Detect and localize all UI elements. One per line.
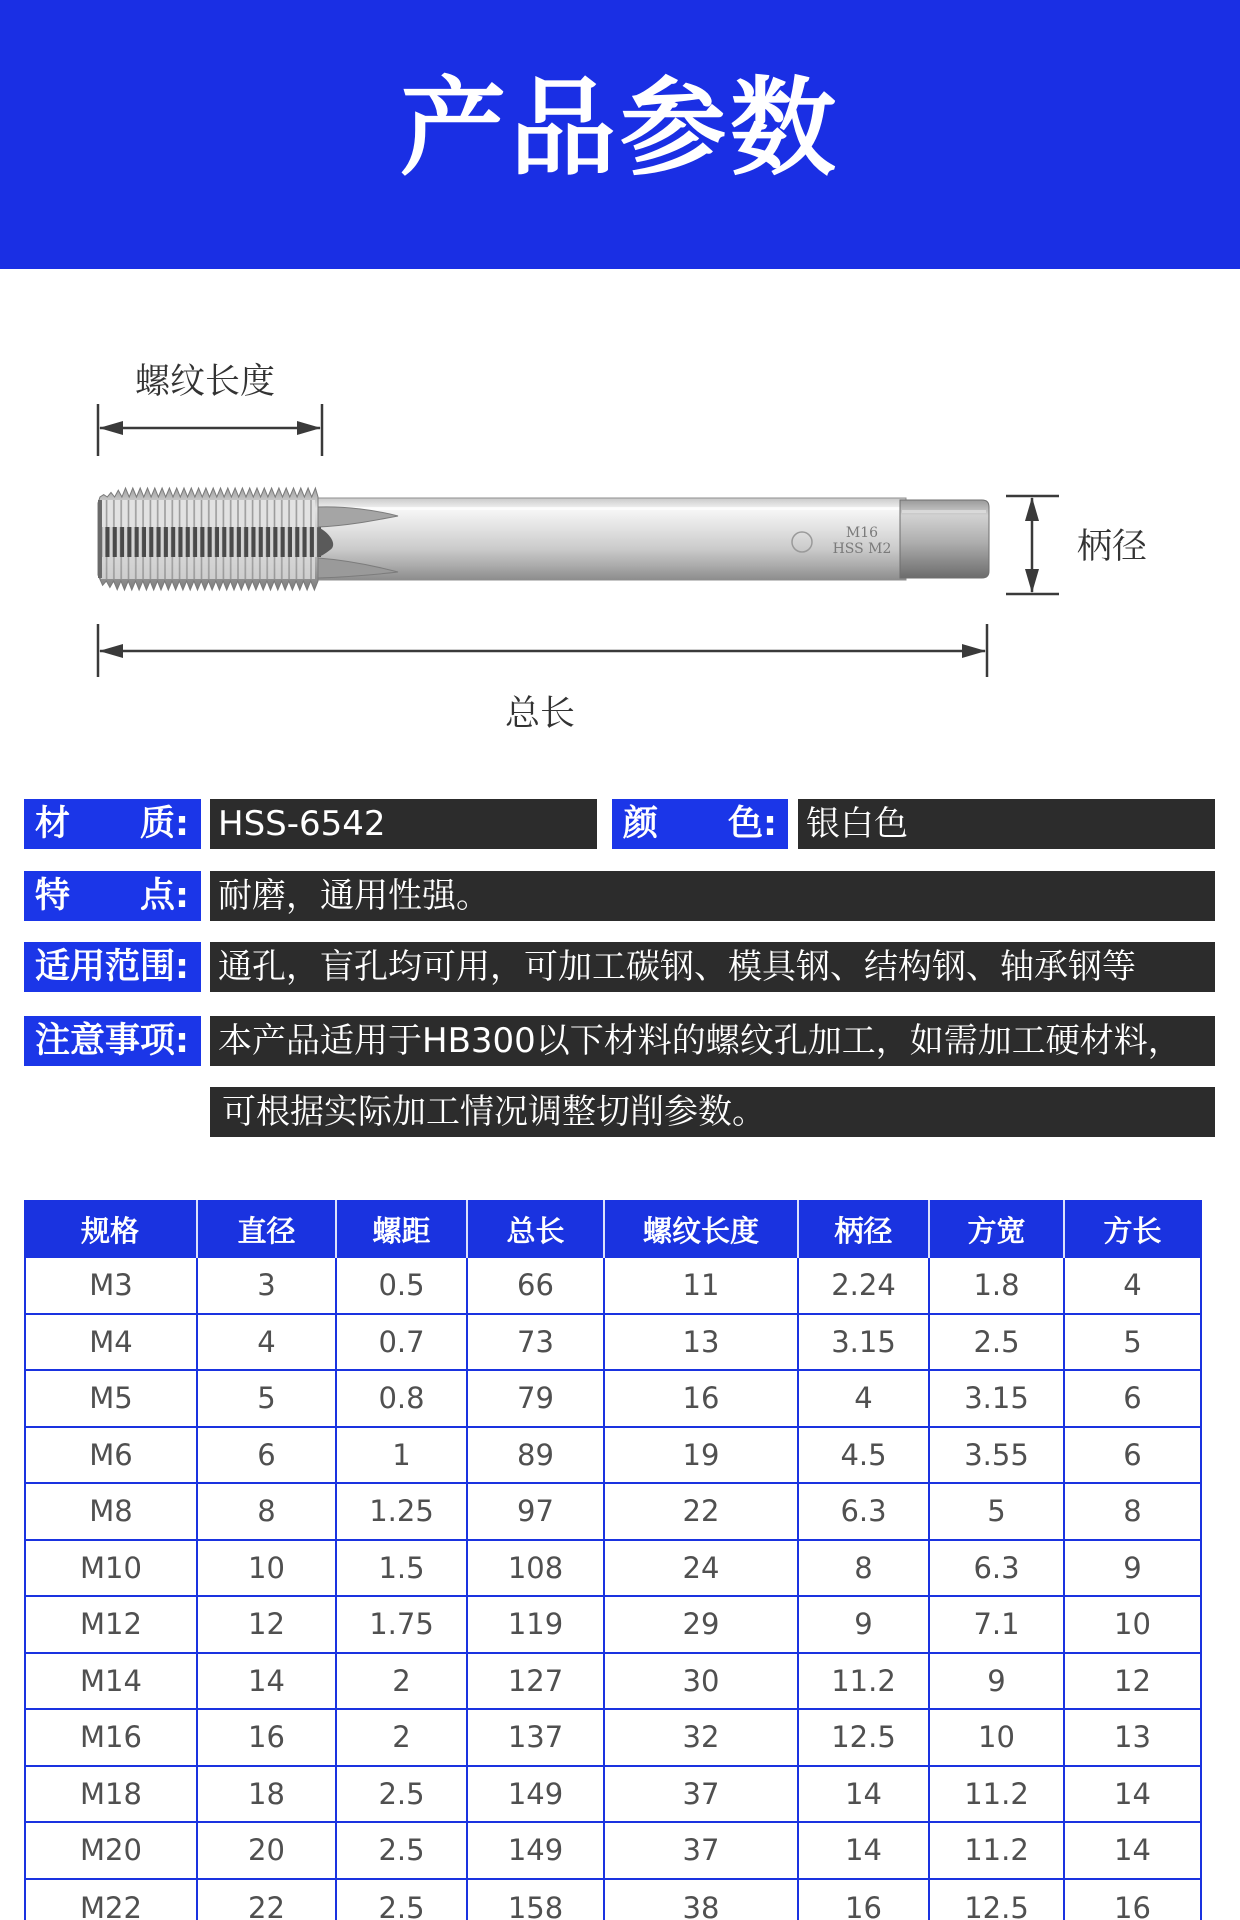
table-row-spec-cell: M18 (24, 1767, 198, 1824)
table-cell: 1.5 (337, 1541, 468, 1598)
tap-square-highlight (902, 510, 986, 513)
notice-value-line2: 可根据实际加工情况调整切削参数。 (210, 1087, 1215, 1137)
table-cell: 1.25 (337, 1484, 468, 1541)
shank-diameter-label: 柄径 (1077, 527, 1148, 567)
table-row-spec-cell: M3 (24, 1258, 198, 1315)
feature-value: 耐磨，通用性强。 (210, 871, 1215, 921)
table-cell: 14 (198, 1654, 337, 1711)
table-header-cell: 规格 (24, 1200, 198, 1258)
table-header-cell: 方宽 (930, 1200, 1065, 1258)
table-cell: 1 (337, 1428, 468, 1485)
table-cell: 6.3 (799, 1484, 930, 1541)
tap-shank-highlight (300, 507, 906, 510)
table-cell: 11 (605, 1258, 799, 1315)
tap-diagram (0, 269, 1240, 780)
tap-tip-face (98, 500, 102, 578)
table-cell: 12.5 (799, 1710, 930, 1767)
table-cell: 12.5 (930, 1880, 1065, 1920)
table-cell: 7.1 (930, 1597, 1065, 1654)
table-cell: 14 (1065, 1767, 1202, 1824)
table-cell: 3 (198, 1258, 337, 1315)
table-cell: 13 (1065, 1710, 1202, 1767)
table-row-spec-cell: M10 (24, 1541, 198, 1598)
total-length-label: 总长 (504, 694, 575, 734)
table-cell: 158 (468, 1880, 605, 1920)
table-cell: 73 (468, 1315, 605, 1372)
table-cell: 16 (799, 1880, 930, 1920)
table-cell: 9 (930, 1654, 1065, 1711)
table-cell: 16 (1065, 1880, 1202, 1920)
table-row-spec-cell: M4 (24, 1315, 198, 1372)
table-cell: 20 (198, 1823, 337, 1880)
shank-diameter-arrow-top (1025, 497, 1039, 521)
table-cell: 12 (1065, 1654, 1202, 1711)
table-cell: 149 (468, 1823, 605, 1880)
total-length-dimension (98, 624, 987, 677)
thread-length-arrow-right (297, 421, 321, 435)
table-header-cell: 直径 (198, 1200, 337, 1258)
table-header-cell: 方长 (1065, 1200, 1202, 1258)
table-cell: 14 (799, 1767, 930, 1824)
table-cell: 119 (468, 1597, 605, 1654)
table-header-cell: 螺距 (337, 1200, 468, 1258)
table-cell: 11.2 (930, 1823, 1065, 1880)
tap-engraving-size: M16 (845, 525, 879, 541)
table-row-spec-cell: M12 (24, 1597, 198, 1654)
spec-table (24, 1200, 1202, 1920)
table-cell: 6.3 (930, 1541, 1065, 1598)
notice-label: 注意事项: (24, 1016, 201, 1066)
table-cell: 16 (605, 1371, 799, 1428)
table-cell: 3.15 (799, 1315, 930, 1372)
table-cell: 5 (1065, 1315, 1202, 1372)
table-cell: 3.55 (930, 1428, 1065, 1485)
table-row-spec-cell: M6 (24, 1428, 198, 1485)
table-cell: 4.5 (799, 1428, 930, 1485)
table-cell: 89 (468, 1428, 605, 1485)
thread-length-arrow-left (99, 421, 123, 435)
table-cell: 2 (337, 1710, 468, 1767)
shank-diameter-arrow-bottom (1025, 569, 1039, 593)
table-cell: 14 (799, 1823, 930, 1880)
table-cell: 16 (198, 1710, 337, 1767)
material-value: HSS-6542 (210, 799, 597, 849)
table-cell: 0.8 (337, 1371, 468, 1428)
table-cell: 37 (605, 1767, 799, 1824)
table-cell: 11.2 (799, 1654, 930, 1711)
table-cell: 9 (799, 1597, 930, 1654)
table-cell: 3.15 (930, 1371, 1065, 1428)
table-cell: 37 (605, 1823, 799, 1880)
table-cell: 108 (468, 1541, 605, 1598)
table-cell: 6 (198, 1428, 337, 1485)
tap-thread-upper (101, 500, 315, 527)
table-cell: 5 (198, 1371, 337, 1428)
thread-length-label: 螺纹长度 (135, 362, 276, 402)
table-cell: 1.75 (337, 1597, 468, 1654)
table-row-spec-cell: M5 (24, 1371, 198, 1428)
table-cell: 4 (799, 1371, 930, 1428)
table-header-cell: 螺纹长度 (605, 1200, 799, 1258)
table-cell: 22 (198, 1880, 337, 1920)
table-cell: 22 (605, 1484, 799, 1541)
table-cell: 38 (605, 1880, 799, 1920)
table-header-cell: 柄径 (799, 1200, 930, 1258)
table-cell: 32 (605, 1710, 799, 1767)
table-row-spec-cell: M14 (24, 1654, 198, 1711)
table-cell: 137 (468, 1710, 605, 1767)
table-cell: 19 (605, 1428, 799, 1485)
table-cell: 2.24 (799, 1258, 930, 1315)
table-cell: 14 (1065, 1823, 1202, 1880)
thread-length-dimension (98, 404, 322, 456)
table-cell: 2.5 (930, 1315, 1065, 1372)
application-value: 通孔，盲孔均可用，可加工碳钢、模具钢、结构钢、轴承钢等 (210, 942, 1215, 992)
table-cell: 0.5 (337, 1258, 468, 1315)
shank-diameter-dimension (1006, 496, 1059, 594)
table-cell: 2 (337, 1654, 468, 1711)
material-label: 材 质: (24, 799, 201, 849)
table-cell: 79 (468, 1371, 605, 1428)
table-cell: 24 (605, 1541, 799, 1598)
table-cell: 97 (468, 1484, 605, 1541)
color-label: 颜 色: (612, 799, 788, 849)
table-cell: 10 (1065, 1597, 1202, 1654)
table-cell: 9 (1065, 1541, 1202, 1598)
table-cell: 12 (198, 1597, 337, 1654)
notice-value-line1: 本产品适用于HB300以下材料的螺纹孔加工，如需加工硬材料， (210, 1016, 1215, 1066)
table-cell: 2.5 (337, 1880, 468, 1920)
table-cell: 2.5 (337, 1767, 468, 1824)
tap-shank (300, 498, 906, 580)
table-cell: 1.8 (930, 1258, 1065, 1315)
table-cell: 18 (198, 1767, 337, 1824)
table-row-spec-cell: M22 (24, 1880, 198, 1920)
table-cell: 127 (468, 1654, 605, 1711)
header-banner (0, 0, 1240, 269)
application-label: 适用范围: (24, 942, 201, 992)
table-row-spec-cell: M16 (24, 1710, 198, 1767)
total-length-arrow-right (962, 644, 986, 658)
tap-engraving-material: HSS M2 (832, 541, 892, 557)
table-cell: 4 (198, 1315, 337, 1372)
table-cell: 2.5 (337, 1823, 468, 1880)
table-cell: 29 (605, 1597, 799, 1654)
total-length-arrow-left (99, 644, 123, 658)
tap-thread-lower (101, 557, 315, 579)
table-cell: 11.2 (930, 1767, 1065, 1824)
table-cell: 0.7 (337, 1315, 468, 1372)
table-cell: 10 (198, 1541, 337, 1598)
table-cell: 5 (930, 1484, 1065, 1541)
tap-illustration (98, 488, 989, 590)
table-cell: 8 (198, 1484, 337, 1541)
table-cell: 8 (1065, 1484, 1202, 1541)
tap-flute-band (99, 527, 321, 557)
table-cell: 6 (1065, 1428, 1202, 1485)
table-header-cell: 总长 (468, 1200, 605, 1258)
table-cell: 66 (468, 1258, 605, 1315)
table-cell: 149 (468, 1767, 605, 1824)
table-cell: 13 (605, 1315, 799, 1372)
table-cell: 4 (1065, 1258, 1202, 1315)
table-cell: 6 (1065, 1371, 1202, 1428)
page-title: 产品参数 (400, 67, 840, 190)
table-cell: 10 (930, 1710, 1065, 1767)
color-value: 银白色 (798, 799, 1215, 849)
table-cell: 8 (799, 1541, 930, 1598)
table-row-spec-cell: M8 (24, 1484, 198, 1541)
table-row-spec-cell: M20 (24, 1823, 198, 1880)
feature-label: 特 点: (24, 871, 201, 921)
table-cell: 30 (605, 1654, 799, 1711)
